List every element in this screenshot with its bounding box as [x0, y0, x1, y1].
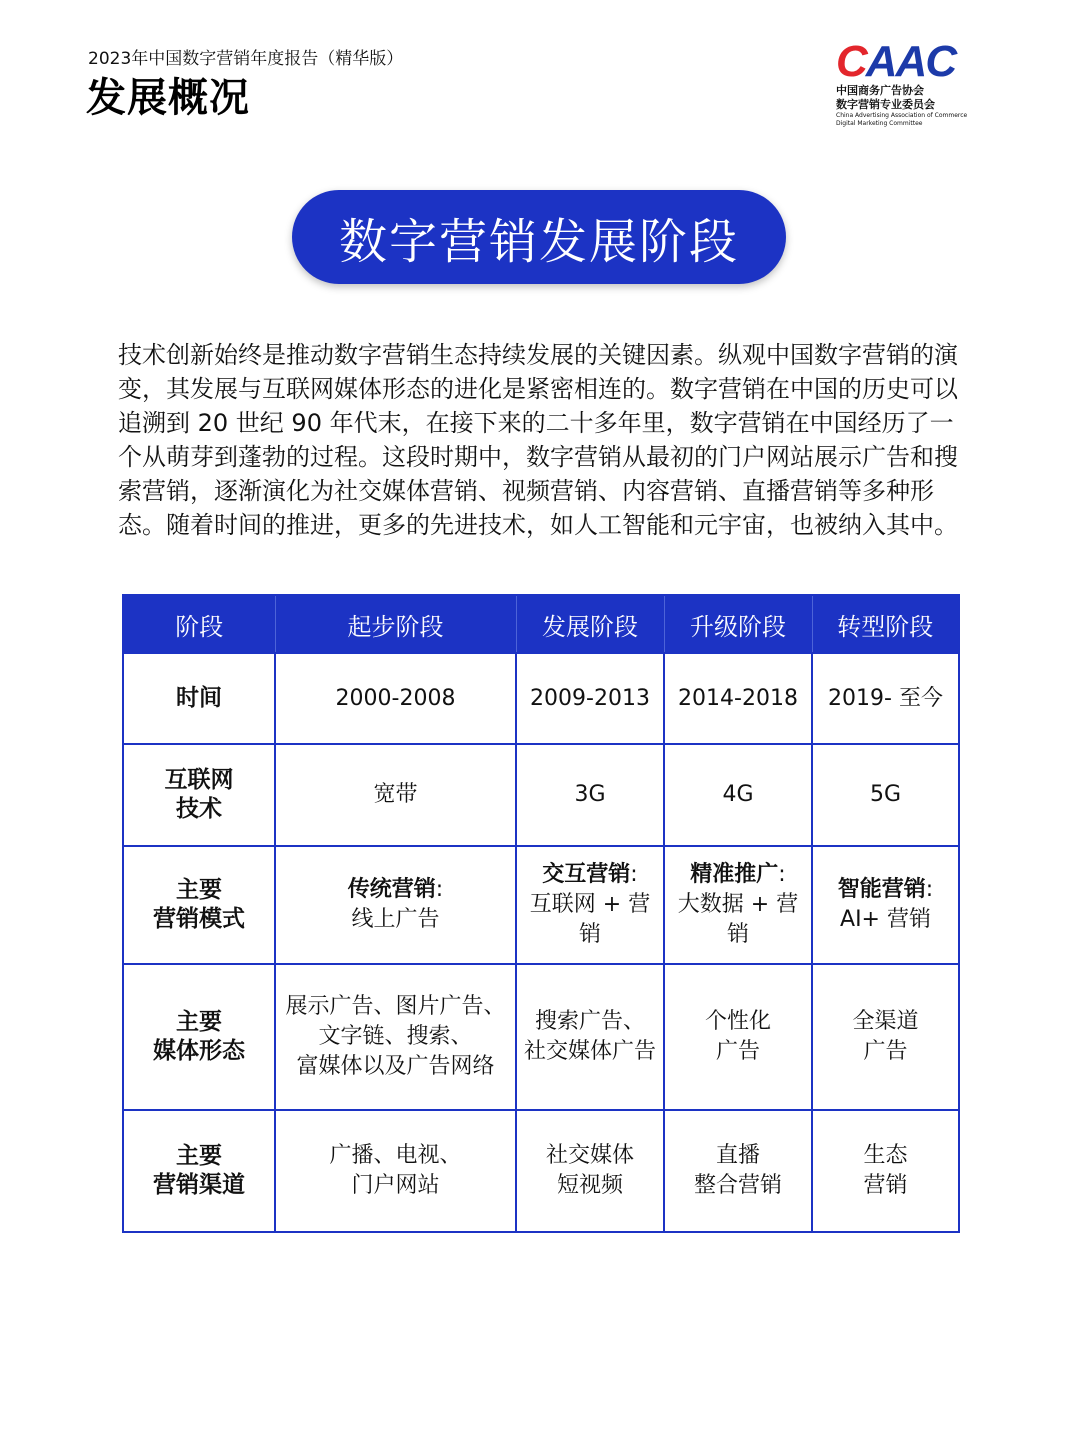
table-cell: 社交媒体 短视频: [516, 1110, 664, 1232]
table-cell: 2009-2013: [516, 653, 664, 744]
table-cell: 2019- 至今: [812, 653, 959, 744]
header-develop: 发展阶段: [516, 595, 664, 653]
table-cell: 个性化 广告: [664, 964, 812, 1110]
table-cell: 精准推广: 大数据 + 营销: [664, 846, 812, 964]
table-cell: 展示广告、图片广告、 文字链、搜索、 富媒体以及广告网络: [275, 964, 516, 1110]
table-cell: 宽带: [275, 744, 516, 846]
table-cell: 交互营销: 互联网 + 营销: [516, 846, 664, 964]
header-upgrade: 升级阶段: [664, 595, 812, 653]
header-transform: 转型阶段: [812, 595, 959, 653]
caac-logo: [836, 37, 976, 128]
page-title: 发展概况: [86, 75, 250, 121]
logo-org-line1: 中国商务广告协会: [836, 84, 924, 97]
table-cell: 搜索广告、 社交媒体广告: [516, 964, 664, 1110]
row-label-channel: 主要 营销渠道: [123, 1110, 275, 1232]
table-header-row: [123, 595, 959, 653]
table-cell: 智能营销: AI+ 营销: [812, 846, 959, 964]
table-cell: 3G: [516, 744, 664, 846]
row-label-media: 主要 媒体形态: [123, 964, 275, 1110]
row-label-time: 时间: [123, 653, 275, 744]
logo-mark: CAAC: [836, 37, 956, 86]
row-label-mode: 主要 营销模式: [123, 846, 275, 964]
header-start: 起步阶段: [275, 595, 516, 653]
table-cell: 直播 整合营销: [664, 1110, 812, 1232]
table-cell: 2014-2018: [664, 653, 812, 744]
table-cell: 5G: [812, 744, 959, 846]
table-row-media: [123, 964, 959, 1110]
table-row-mode: [123, 846, 959, 964]
table-row-tech: [123, 744, 959, 846]
stage-table: [122, 594, 960, 1233]
section-banner: 数字营销发展阶段: [292, 190, 786, 284]
logo-org-en-line1: China Advertising Association of Commerce: [836, 112, 968, 119]
header-stage: 阶段: [123, 595, 275, 653]
row-label-tech: 互联网 技术: [123, 744, 275, 846]
report-subtitle: 2023年中国数字营销年度报告（精华版）: [88, 49, 404, 69]
intro-paragraph: 技术创新始终是推动数字营销生态持续发展的关键因素。纵观中国数字营销的演变，其发展与互联网媒体形态的进化是紧密相连的。数字营销在中国的历史可以追溯到 20 世纪 90 年代末，在接下来的二十多年里，数字营销在中国经历了一个从萌芽到蓬勃的过程。这段时期中，数字营销从最初的门户网站展示广告和搜索营销，逐渐演化为社交媒体营销、视频营销、内容营销、直播营销等多种形态。随着时间的推进，更多的先进技术，如人工智能和元宇宙，也被纳入其中。: [118, 341, 958, 539]
table-row-channel: [123, 1110, 959, 1232]
logo-org-en-line2: Digital Marketing Committee: [836, 120, 923, 127]
table-cell: 2000-2008: [275, 653, 516, 744]
logo-org-line2: 数字营销专业委员会: [836, 98, 935, 111]
table-cell: 4G: [664, 744, 812, 846]
table-row-time: [123, 653, 959, 744]
table-cell: 全渠道 广告: [812, 964, 959, 1110]
table-cell: 传统营销: 线上广告: [275, 846, 516, 964]
table-cell: 生态 营销: [812, 1110, 959, 1232]
table-cell: 广播、电视、 门户网站: [275, 1110, 516, 1232]
